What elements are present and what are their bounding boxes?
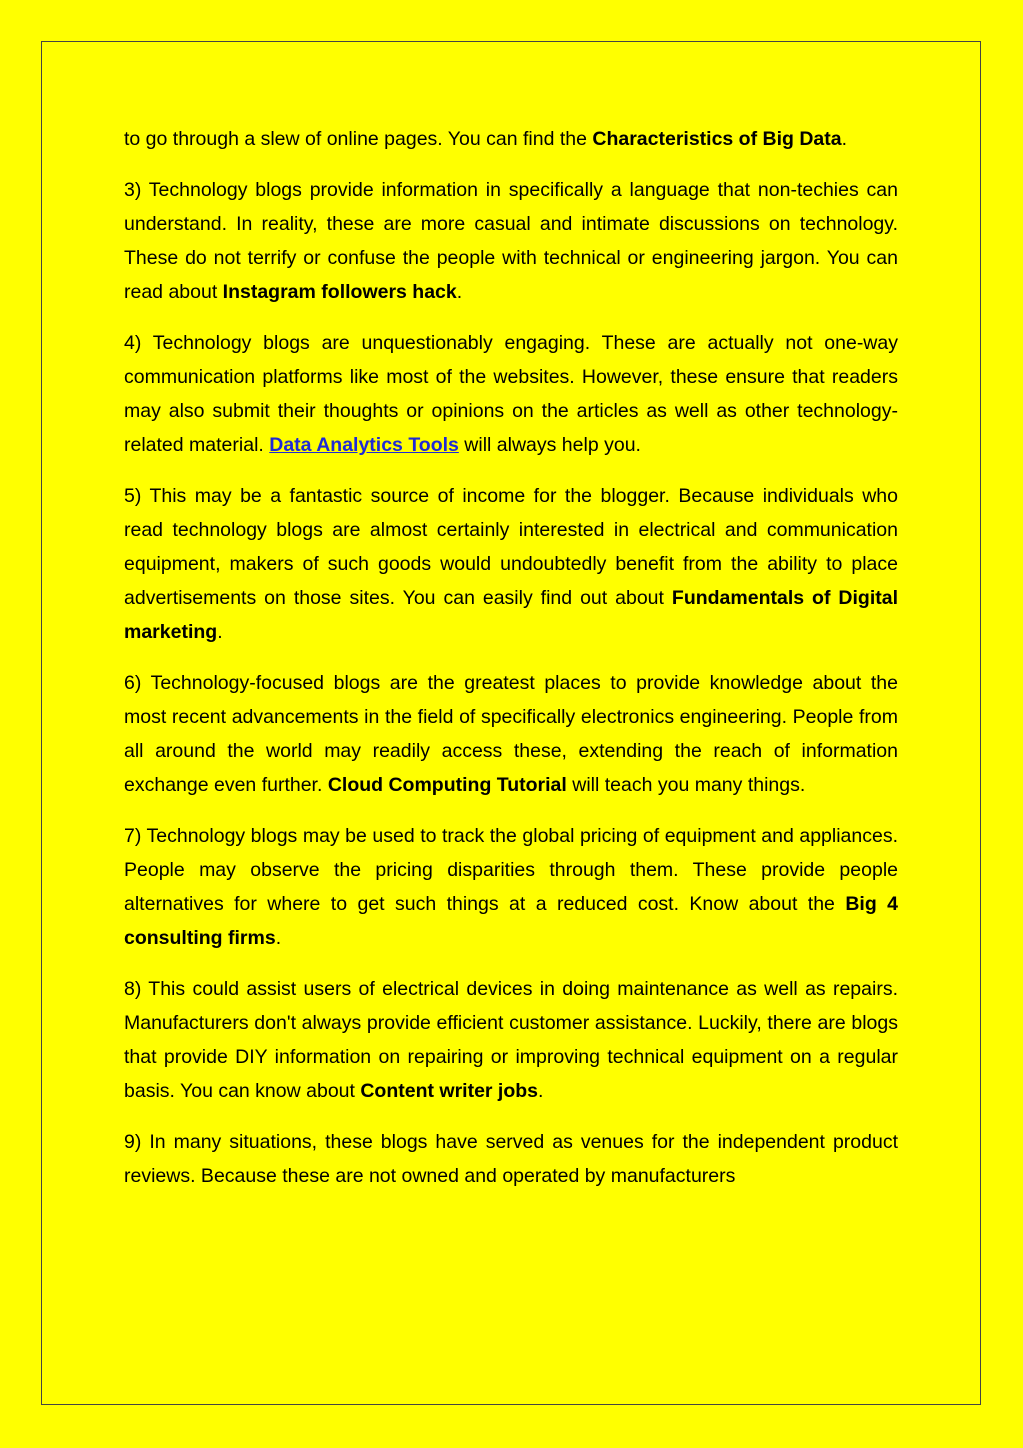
paragraph-text-end: . <box>217 621 223 643</box>
paragraph-text: 8) This could assist users of electrical devices in doing maintenance as well as repairs. Manufacturers don't always provide efficient customer assistance. Luckily, there are blogs that provide DIY information on repairing or improving technical equipment on a regular basis. You can know about <box>124 978 898 1102</box>
paragraph-text-end: . <box>538 1080 544 1102</box>
paragraph-text: 5) This may be a fantastic source of income for the blogger. Because individuals who read technology blogs are almost certainly interested in electrical and communication equipment, makers of such goods would undoubtedly benefit from the ability to place advertisements on those sites. You can easily find out about <box>124 485 898 609</box>
paragraph-text: to go through a slew of online pages. You can find the <box>124 128 593 150</box>
paragraph-9 <box>124 1125 898 1193</box>
paragraph-5 <box>124 479 898 649</box>
paragraph-text-end: . <box>456 281 463 303</box>
paragraph-3 <box>124 173 898 309</box>
bold-term-big-4-consulting-firms: Big 4 consulting firms <box>124 893 898 949</box>
paragraph-intro-tail <box>124 122 898 156</box>
bold-term-characteristics-of-big-data: Characteristics of Big Data <box>592 128 842 150</box>
bold-term-content-writer-jobs: Content writer jobs <box>360 1080 539 1102</box>
bold-term-instagram-followers-hack: Instagram followers hack <box>222 281 457 303</box>
paragraph-text: 4) Technology blogs are unquestionably engaging. These are actually not one-way communication platforms like most of the websites. However, these ensure that readers may also submit their thoughts or opinions on the articles as well as other technology-related material. <box>124 332 898 456</box>
bold-term-cloud-computing-tutorial: Cloud Computing Tutorial <box>327 774 567 796</box>
paragraph-text: 3) Technology blogs provide information in specifically a language that non-techies can understand. In reality, these are more casual and intimate discussions on technology. These do not terrify or confuse the people with technical or engineering jargon. You can read about <box>124 179 898 303</box>
paragraph-text-end: . <box>275 927 282 949</box>
paragraph-text-end: will teach you many things. <box>566 774 806 796</box>
paragraph-4 <box>124 326 898 462</box>
paragraph-text: 7) Technology blogs may be used to track the global pricing of equipment and appliances. People may observe the pricing disparities through them. These provide people alternatives for where to get such things at a reduced cost. Know about the <box>124 825 898 915</box>
paragraph-7 <box>124 819 898 955</box>
document-body <box>124 122 898 1210</box>
data-analytics-tools-link[interactable]: Data Analytics Tools <box>269 434 459 456</box>
bold-term-fundamentals-of-digital-marketing: Fundamentals of Digital marketing <box>124 587 898 643</box>
paragraph-text-end: will always help you. <box>458 434 641 456</box>
paragraph-text: 9) In many situations, these blogs have served as venues for the independent product reviews. Because these are not owned and operated by manufacturers <box>124 1131 898 1187</box>
paragraph-8 <box>124 972 898 1108</box>
paragraph-text-end: . <box>841 128 848 150</box>
paragraph-text: 6) Technology-focused blogs are the greatest places to provide knowledge about the most recent advancements in the field of specifically electronics engineering. People from all around the world may readily access these, extending the reach of information exchange even further. <box>124 672 898 796</box>
paragraph-6 <box>124 666 898 802</box>
